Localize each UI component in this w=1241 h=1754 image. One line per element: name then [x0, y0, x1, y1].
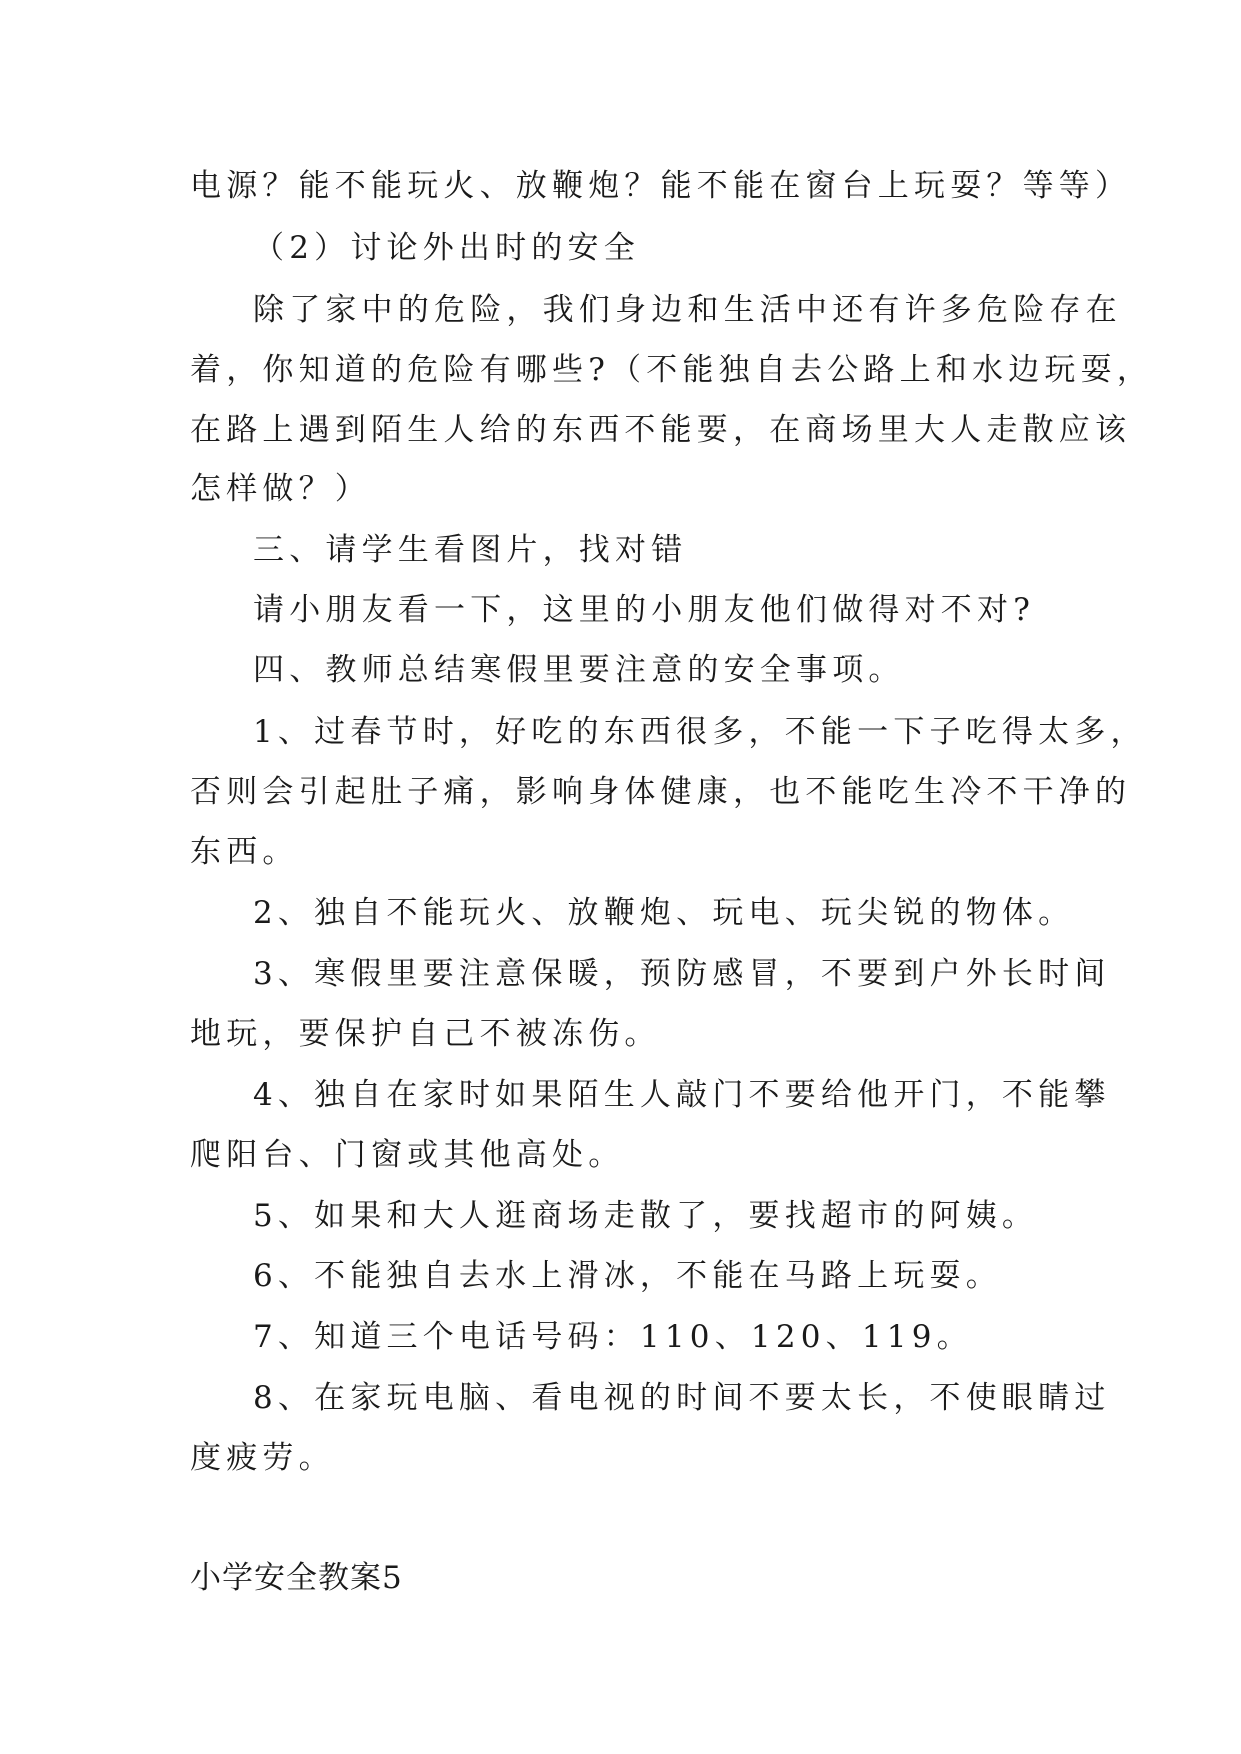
text-line: 电源？能不能玩火、放鞭炮？能不能在窗台上玩耍？等等）	[190, 168, 1132, 204]
text-line: 地玩，要保护自己不被冻伤。	[190, 1016, 661, 1052]
text-line: 四、教师总结寒假里要注意的安全事项。	[253, 652, 905, 688]
text-line: 2、独自不能玩火、放鞭炮、玩电、玩尖锐的物体。	[253, 895, 1075, 931]
text-line: 怎样做？）	[190, 471, 371, 507]
text-line: 5、如果和大人逛商场走散了，要找超市的阿姨。	[253, 1198, 1039, 1234]
text-line: 3、寒假里要注意保暖，预防感冒，不要到户外长时间	[253, 956, 1111, 992]
text-line: 请小朋友看一下，这里的小朋友他们做得对不对?	[253, 592, 1036, 628]
text-line: 8、在家玩电脑、看电视的时间不要太长，不使眼睛过	[253, 1380, 1111, 1416]
text-line: 着，你知道的危险有哪些?（不能独自去公路上和水边玩耍，	[190, 352, 1154, 388]
text-line: 在路上遇到陌生人给的东西不能要，在商场里大人走散应该	[190, 412, 1132, 448]
text-line: 三、请学生看图片，找对错	[253, 532, 688, 568]
section-title: 小学安全教案5	[190, 1560, 403, 1596]
text-line: 6、不能独自去水上滑冰，不能在马路上玩耍。	[253, 1258, 1002, 1294]
text-line: 除了家中的危险，我们身边和生活中还有许多危险存在	[253, 292, 1122, 328]
text-line: 东西。	[190, 834, 299, 870]
text-line: 7、知道三个电话号码：110、120、119。	[253, 1319, 973, 1355]
text-line: 爬阳台、门窗或其他高处。	[190, 1137, 625, 1173]
text-line: 度疲劳。	[190, 1440, 335, 1476]
text-line: （2）讨论外出时的安全	[253, 230, 640, 266]
text-line: 4、独自在家时如果陌生人敲门不要给他开门，不能攀	[253, 1077, 1111, 1113]
text-line: 1、过春节时，好吃的东西很多，不能一下子吃得太多，	[253, 714, 1147, 750]
text-line: 否则会引起肚子痛，影响身体健康，也不能吃生冷不干净的	[190, 774, 1132, 810]
